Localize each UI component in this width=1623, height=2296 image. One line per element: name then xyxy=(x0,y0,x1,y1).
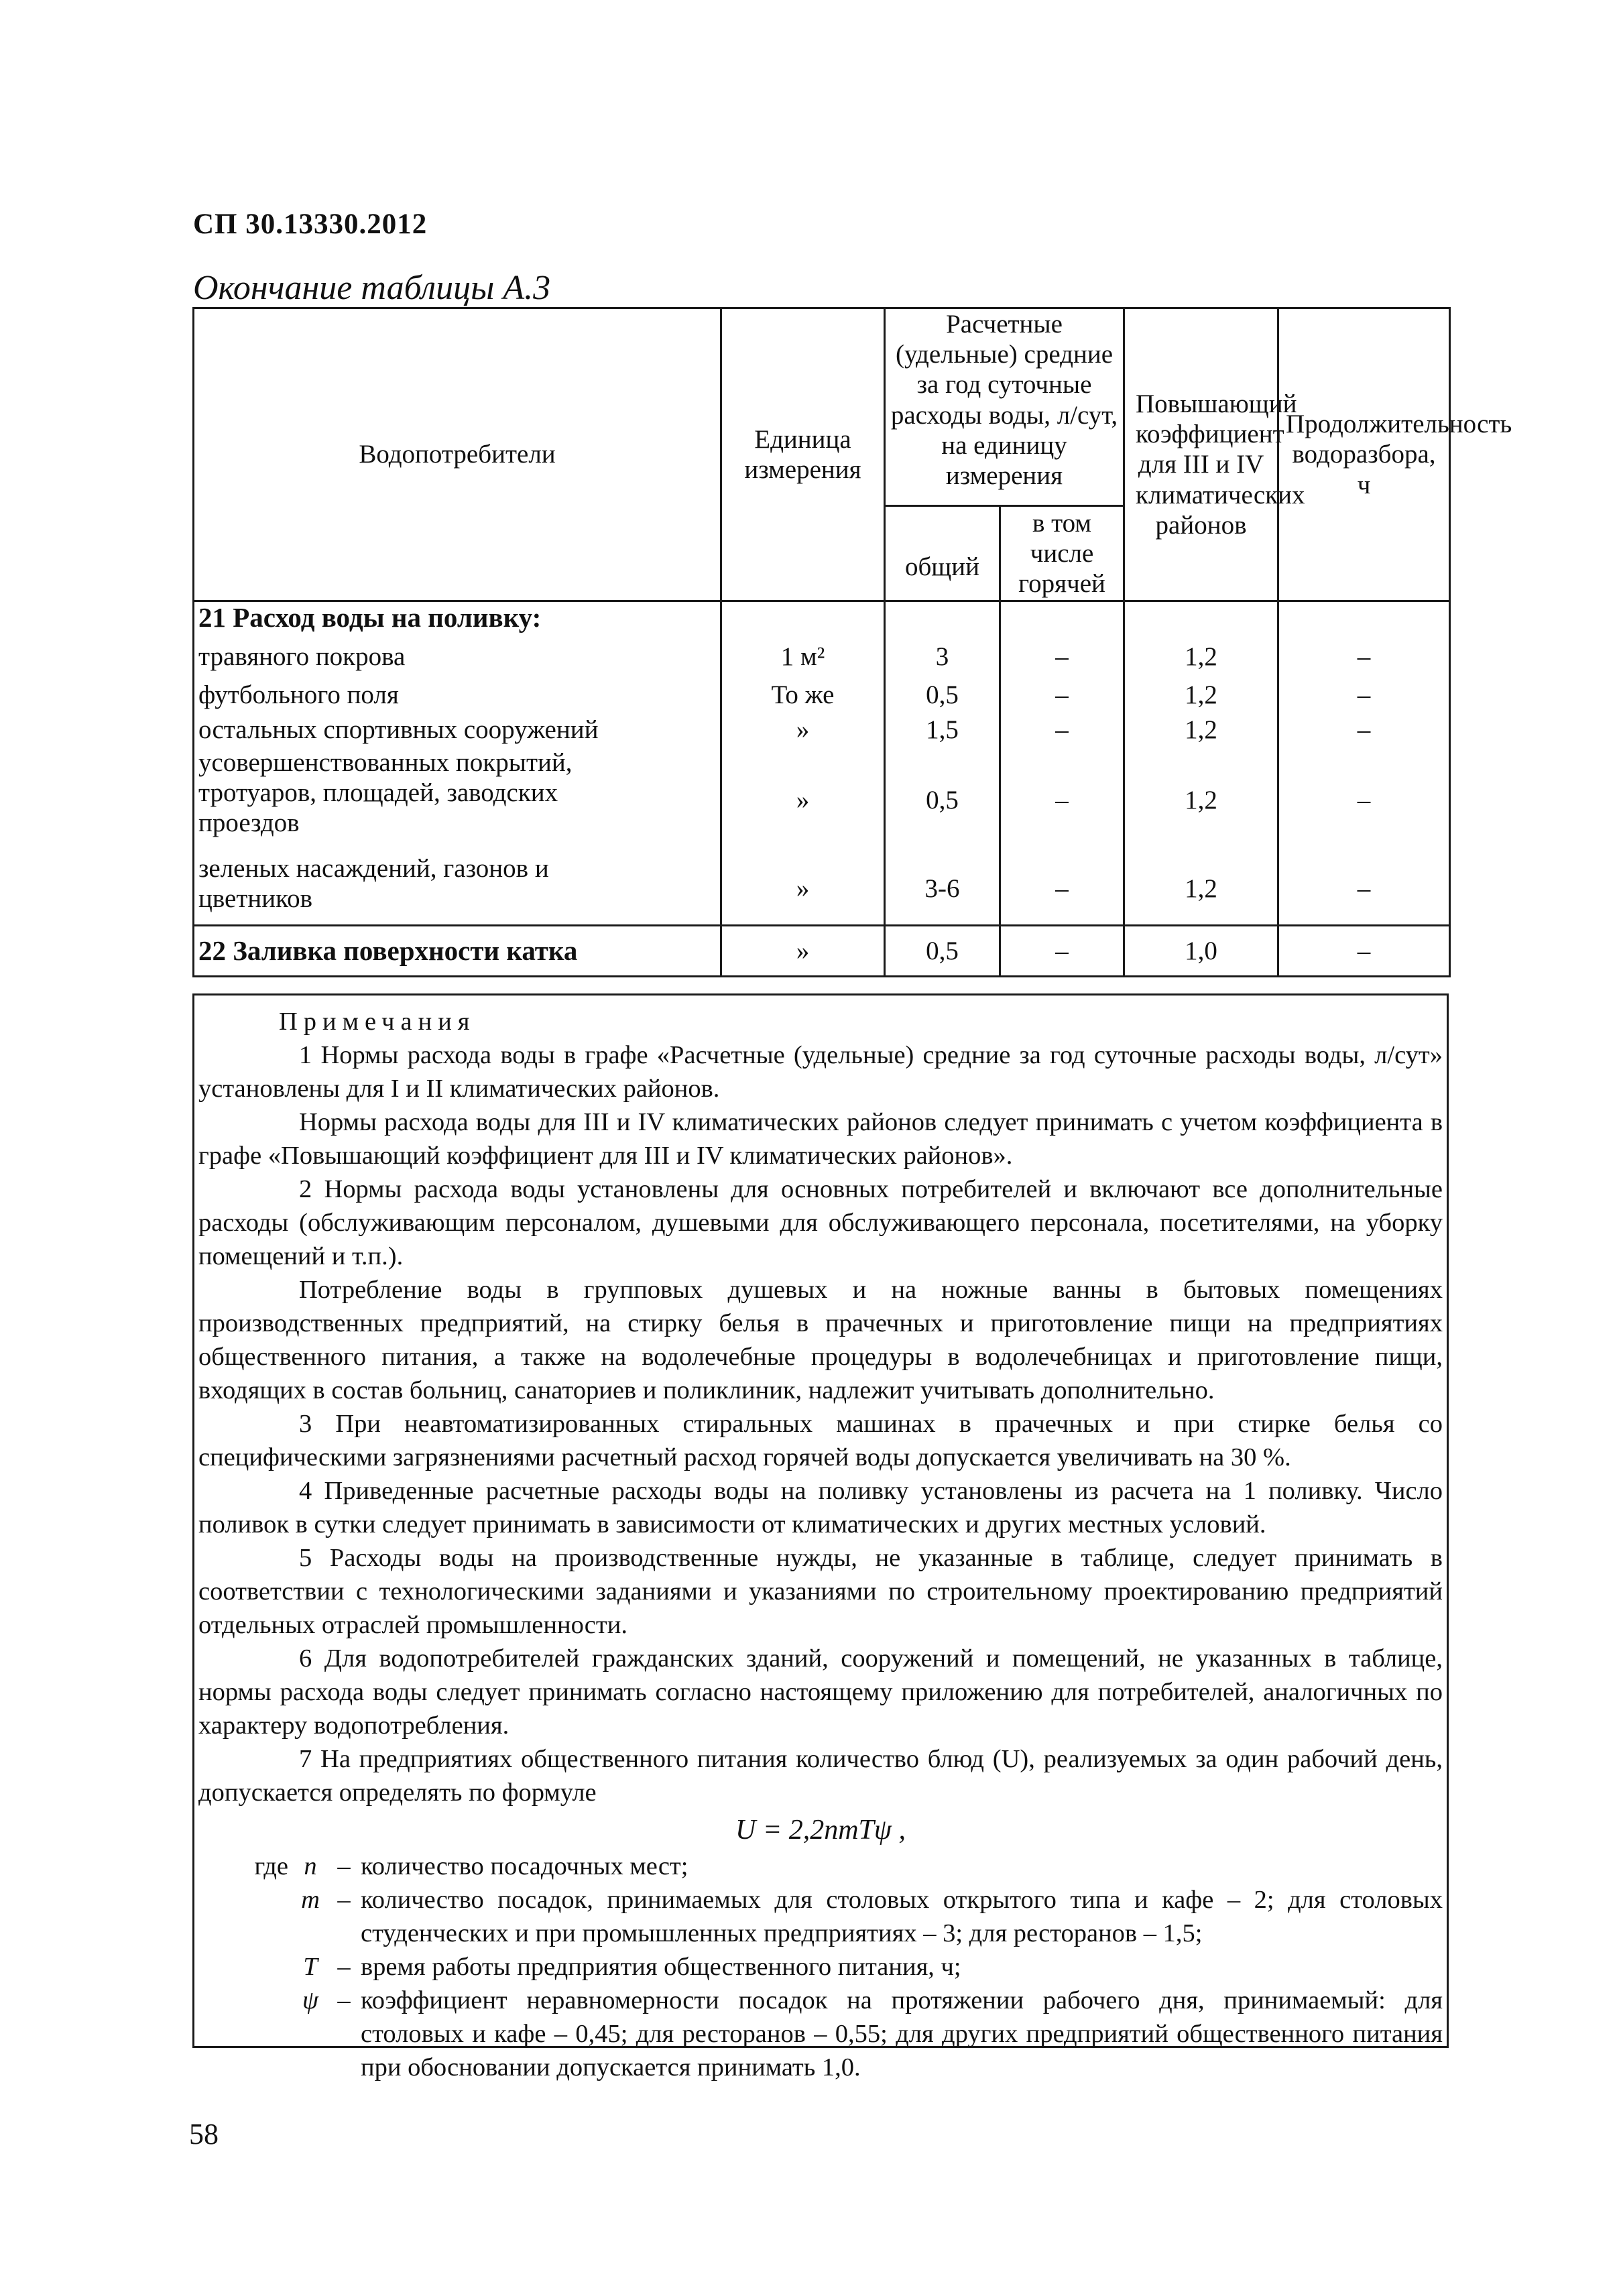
header-duration: Продолжительность водоразбора, ч xyxy=(1278,308,1450,601)
row-total: 3-6 xyxy=(885,853,1000,926)
row-duration: – xyxy=(1278,636,1450,678)
row-coef: 1,2 xyxy=(1124,853,1278,926)
row-hot: – xyxy=(1000,636,1124,678)
legend-dash: – xyxy=(337,1886,351,1914)
formula-legend xyxy=(198,1850,1443,2084)
header-consumers: Водопотребители xyxy=(194,308,721,601)
legend-symbol: m xyxy=(301,1886,320,1914)
header-rates-total: общий xyxy=(885,506,1000,601)
row-name: зеленых насаждений, газонов и цветников xyxy=(194,853,721,926)
row-duration: – xyxy=(1278,853,1450,926)
row-unit: » xyxy=(721,853,885,926)
row-unit: » xyxy=(721,747,885,853)
note-2b: Потребление воды в групповых душевых и на ножные ванны в бытовых помещениях производственных предприятий, на стирку белья в прачечных и приготовление пищи на предприятиях общественного питания, а также на водолечебные процедуры в водолечебницах и приготовление пищи, входящих в состав больниц, санаториев и поликлиник, надлежит учитывать дополнительно. xyxy=(198,1276,1443,1404)
note-1b: Нормы расхода воды для III и IV климатических районов следует принимать с учетом коэффициента в графе «Повышающий коэффициент для III и IV климатических районов». xyxy=(198,1108,1443,1170)
legend-text: коэффициент неравномерности посадок на протяжении рабочего дня, принимаемый: для столовых и кафе – 0,45; для ресторанов – 0,55; для других предприятий общественного питания при обосновании допускается принимать 1,0. xyxy=(361,1986,1443,2081)
legend-item xyxy=(198,1883,1443,1950)
notes-box xyxy=(192,993,1449,2081)
row-total: 0,5 xyxy=(885,747,1000,853)
row-hot: – xyxy=(1000,678,1124,713)
row-hot: – xyxy=(1000,747,1124,853)
where-label: где xyxy=(254,1852,288,1880)
header-rates: Расчетные (удельные) средние за год суточные расходы воды, л/сут, на единицу измерения xyxy=(885,308,1124,506)
header-rates-hot: в том числе горячей xyxy=(1000,506,1124,601)
legend-item xyxy=(198,1950,1443,1984)
legend-symbol: ψ xyxy=(302,1986,318,2014)
note-6: 6 Для водопотребителей гражданских зданий, сооружений и помещений, не указанных в таблице, нормы расхода воды следует принимать согласно настоящему приложению для потребителей, аналогичных по характеру водопотребления. xyxy=(198,1644,1443,1740)
row-unit: » xyxy=(721,713,885,747)
note-1a: 1 Нормы расхода воды в графе «Расчетные (удельные) средние за год суточные расходы воды, л/сут» установлены для I и II климатических районов. xyxy=(198,1041,1443,1103)
row-unit: » xyxy=(721,926,885,977)
row-coef: 1,2 xyxy=(1124,713,1278,747)
row-unit: То же xyxy=(721,678,885,713)
legend-text: время работы предприятия общественного питания, ч; xyxy=(361,1953,961,1981)
row-hot: – xyxy=(1000,713,1124,747)
formula: U = 2,2nmTψ , xyxy=(735,1815,906,1846)
table-row xyxy=(194,747,1450,853)
note-3: 3 При неавтоматизированных стиральных машинах в прачечных и при стирке белья со специфическими загрязнениями расчетный расход горячей воды допускается увеличивать на 30 %. xyxy=(198,1410,1443,1471)
row-coef: 1,0 xyxy=(1124,926,1278,977)
row-name: травяного покрова xyxy=(194,636,721,678)
row-duration: – xyxy=(1278,713,1450,747)
row-name: остальных спортивных сооружений xyxy=(194,713,721,747)
note-5: 5 Расходы воды на производственные нужды, не указанные в таблице, следует принимать в соответствии с технологическими заданиями и указаниями по строительному проектированию предприятий отдельных отраслей промышленности. xyxy=(198,1544,1443,1639)
row-duration: – xyxy=(1278,926,1450,977)
legend-symbol: T xyxy=(303,1953,318,1981)
row-total: 0,5 xyxy=(885,926,1000,977)
table-row xyxy=(194,853,1450,926)
legend-item xyxy=(198,1984,1443,2084)
note-2a: 2 Нормы расхода воды установлены для основных потребителей и включают все дополнительные расходы (обслуживающим персоналом, душевыми для обслуживающего персонала, посетителями, на уборку помещений и т.п.). xyxy=(198,1175,1443,1270)
row-coef: 1,2 xyxy=(1124,636,1278,678)
page-number: 58 xyxy=(189,2118,219,2151)
legend-dash: – xyxy=(337,1953,351,1981)
row-22-name: 22 Заливка поверхности катка xyxy=(194,926,721,977)
table-row xyxy=(194,926,1450,977)
legend-dash: – xyxy=(337,1986,351,2014)
water-consumption-table xyxy=(192,307,1512,977)
notes-header: Примечания xyxy=(279,1008,476,1036)
header-unit: Единица измерения xyxy=(721,308,885,601)
row-total: 3 xyxy=(885,636,1000,678)
legend-text: количество посадок, принимаемых для столовых открытого типа и кафе – 2; для столовых студенческих и при промышленных предприятиях – 3; для ресторанов – 1,5; xyxy=(361,1886,1443,1947)
document-code: СП 30.13330.2012 xyxy=(193,208,428,240)
legend-dash: – xyxy=(337,1852,351,1880)
row-hot: – xyxy=(1000,926,1124,977)
header-coef: Повышающий коэффициент для III и IV климатических районов xyxy=(1124,308,1278,601)
row-duration: – xyxy=(1278,678,1450,713)
legend-item xyxy=(198,1850,1443,1883)
row-name: футбольного поля xyxy=(194,678,721,713)
row-unit: 1 м² xyxy=(721,636,885,678)
note-7: 7 На предприятиях общественного питания количество блюд (U), реализуемых за один рабочий день, допускается определять по формуле xyxy=(198,1745,1443,1807)
row-name: усовершенствованных покрытий, тротуаров, площадей, заводских проездов xyxy=(194,747,721,853)
row-total: 1,5 xyxy=(885,713,1000,747)
table-row xyxy=(194,713,1450,747)
table-caption: Окончание таблицы А.3 xyxy=(193,269,551,307)
legend-text: количество посадочных мест; xyxy=(361,1852,688,1880)
row-coef: 1,2 xyxy=(1124,678,1278,713)
group-21-title: 21 Расход воды на поливку: xyxy=(194,601,721,636)
table-row xyxy=(194,678,1450,713)
row-hot: – xyxy=(1000,853,1124,926)
note-4: 4 Приведенные расчетные расходы воды на поливку установлены из расчета на 1 поливку. Число поливок в сутки следует принимать в зависимости от климатических и других местных условий. xyxy=(198,1477,1443,1538)
row-coef: 1,2 xyxy=(1124,747,1278,853)
row-total: 0,5 xyxy=(885,678,1000,713)
table-row xyxy=(194,636,1450,678)
row-duration: – xyxy=(1278,747,1450,853)
legend-symbol: n xyxy=(304,1852,317,1880)
